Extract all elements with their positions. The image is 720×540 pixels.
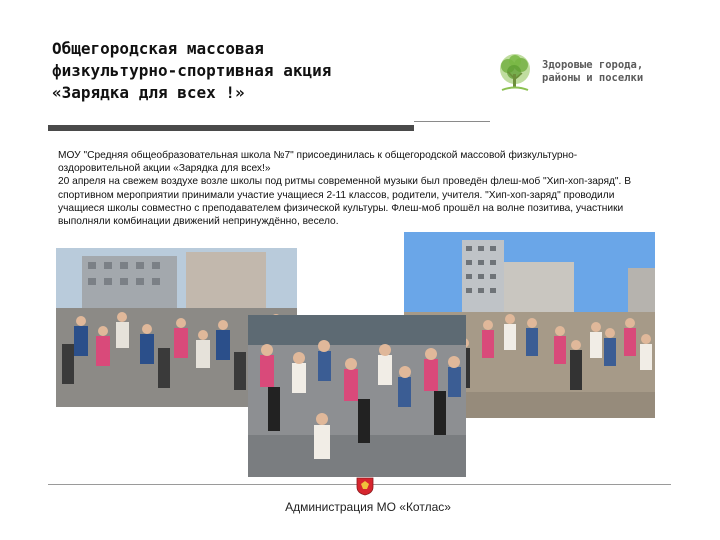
article-paragraph-2: 20 апреля на свежем воздухе возле школы под ритмы современной музыки был проведён флеш-моб "Хип-хоп-заряд". В спортивном мероприятии принимали участие учащиеся 2-11 классов, родители, учителя. "Хип-хоп-заряд" проводили учащиеся школы совместно с преподавателем физической культуры. Флеш-моб прошёл на волне позитива, участники выполняли комбинации движений непринуждённо, весело. xyxy=(58,176,632,228)
title-line-1: Общегородская массовая xyxy=(52,39,264,58)
flashmob-photo-2 xyxy=(248,315,466,477)
coat-of-arms-icon xyxy=(355,476,375,496)
title-line-3: «Зарядка для всех !» xyxy=(52,83,245,102)
footer xyxy=(0,500,720,514)
article-paragraph-1: МОУ "Средняя общеобразовательная школа №7" присоединилась к общегородской массовой физкультурно-оздоровительной акции «Зарядка для всех!» xyxy=(58,150,578,175)
healthy-cities-logo xyxy=(494,52,674,96)
logo-text: Здоровые города, районы и поселки xyxy=(542,59,644,84)
footer-text: Администрация МО «Котлас» xyxy=(285,500,451,514)
article-text xyxy=(58,149,658,228)
title-line-2: физкультурно-спортивная акция xyxy=(52,61,332,80)
tree-icon xyxy=(494,52,536,96)
title-divider-thin xyxy=(414,121,490,122)
page-title xyxy=(52,38,452,104)
title-divider xyxy=(48,125,414,131)
